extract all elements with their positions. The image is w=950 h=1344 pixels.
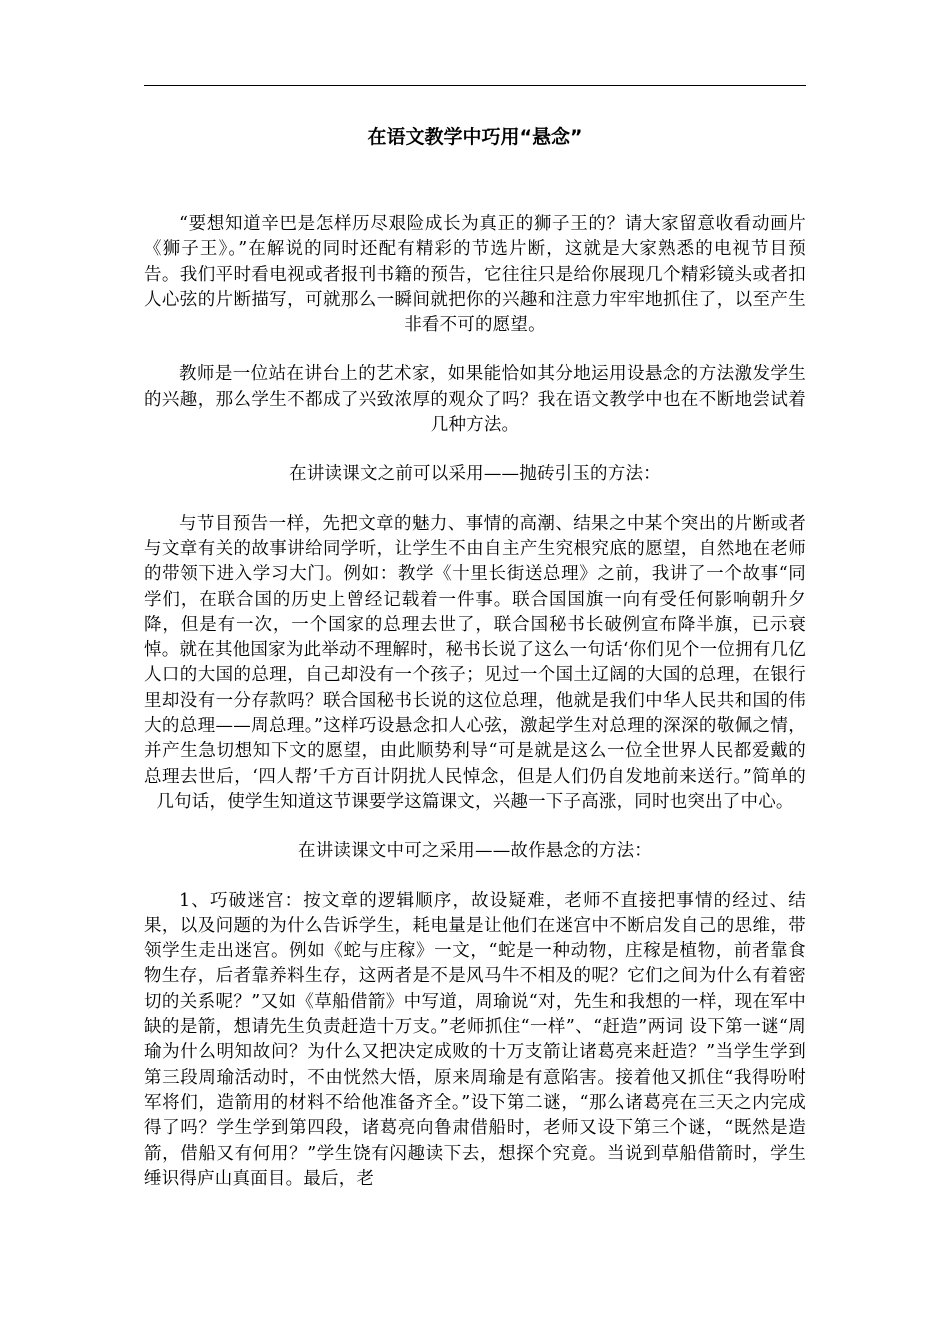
- paragraph-maze-method: 1、巧破迷宫：按文章的逻辑顺序，故设疑难，老师不直接把事情的经过、结果，以及问题的为什么告诉学生，耗电量是让他们在迷宫中不断启发自己的思维，带领学生走出迷宫。例如《蛇与庄稼》一文，“蛇是一种动物，庄稼是植物，前者靠食物生存，后者靠养料生存，这两者是不是风马牛不相及的呢？它们之间为什么有着密切的关系呢？”又如《草船借箭》中写道，周瑜说“对，先生和我想的一样，现在军中缺的是箭，想请先生负责赶造十万支。”老师抓住“一样”、“赶造”两词 设下第一谜“周瑜为什么明知故问？为什么又把决定成败的十万支箭让诸葛亮来赶造？”当学生学到第三段周瑜活动时，不由恍然大悟，原来周瑜是有意陷害。接着他又抓住“我得吩咐军将们，造箭用的材料不给他准备齐全。”设下第二谜，“那么诸葛亮在三天之内完成得了吗？学生学到第四段，诸葛亮向鲁肃借船时，老师又设下第三个谜，“既然是造箭，借船又有何用？”学生饶有闪趣读下去，想探个究竟。当说到草船借箭时，学生缍识得庐山真面目。最后，老: [144, 890, 806, 1189]
- paragraph-intro: “要想知道辛巴是怎样历尽艰险成长为真正的狮子王的？请大家留意收看动画片《狮子王》。”在解说的同时还配有精彩的节选片断，这就是大家熟悉的电视节目预告。我们平时看电视或者报刊书籍的预告，它往往只是给你展现几个精彩镜头或者扣人心弦的片断描写，可就那么一瞬间就把你的兴趣和注意力牢牢地抓住了，以至产生非看不可的愿望。: [144, 214, 806, 336]
- header-rule: [144, 85, 806, 86]
- paragraph-teacher-artist: 教师是一位站在讲台上的艺术家，如果能恰如其分地运用设悬念的方法激发学生的兴趣，那么学生不都成了兴致浓厚的观众了吗？我在语文教学中也在不断地尝试着几种方法。: [144, 364, 806, 436]
- document-title: 在语文教学中巧用“悬念”: [367, 126, 583, 148]
- document-body: [144, 212, 806, 1192]
- section-heading-before-reading: 在讲读课文之前可以采用——抛砖引玉的方法：: [289, 464, 661, 485]
- paragraph-story-example: 与节目预告一样，先把文章的魅力、事情的高潮、结果之中某个突出的片断或者与文章有关的故事讲给同学听，让学生不由自主产生究根究底的愿望，自然地在老师的带领下进入学习大门。例如：教学《十里长街送总理》之前，我讲了一个故事“同学们，在联合国的历史上曾经记载着一件事。联合国国旗一向有受任何影响朝升夕降，但是有一次，一个国家的总理去世了，联合国秘书长破例宣布降半旗，已示衰悼。就在其他国家为此举动不理解时，秘书长说了这么一句话‘你们见个一位拥有几亿人口的大国的总理，自己却没有一个孩子；见过一个国土辽阔的大国的总理，在银行里却没有一分存款吗？联合国秘书长说的这位总理，他就是我们中华人民共和国的伟大的总理——周总理。”这样巧设悬念扣人心弦，激起学生对总理的深深的敬佩之情，并产生急切想知下文的愿望，由此顺势利导“可是就是这么一位全世界人民都爱戴的总理去世后，‘四人帮’千方百计阴扰人民悼念，但是人们仍自发地前来送行。”简单的几句话，使学生知道这节课要学这篇课文，兴趣一下子高涨，同时也突出了中心。: [144, 513, 806, 812]
- section-heading-during-reading: 在讲读课文中可之采用——故作悬念的方法：: [298, 841, 652, 862]
